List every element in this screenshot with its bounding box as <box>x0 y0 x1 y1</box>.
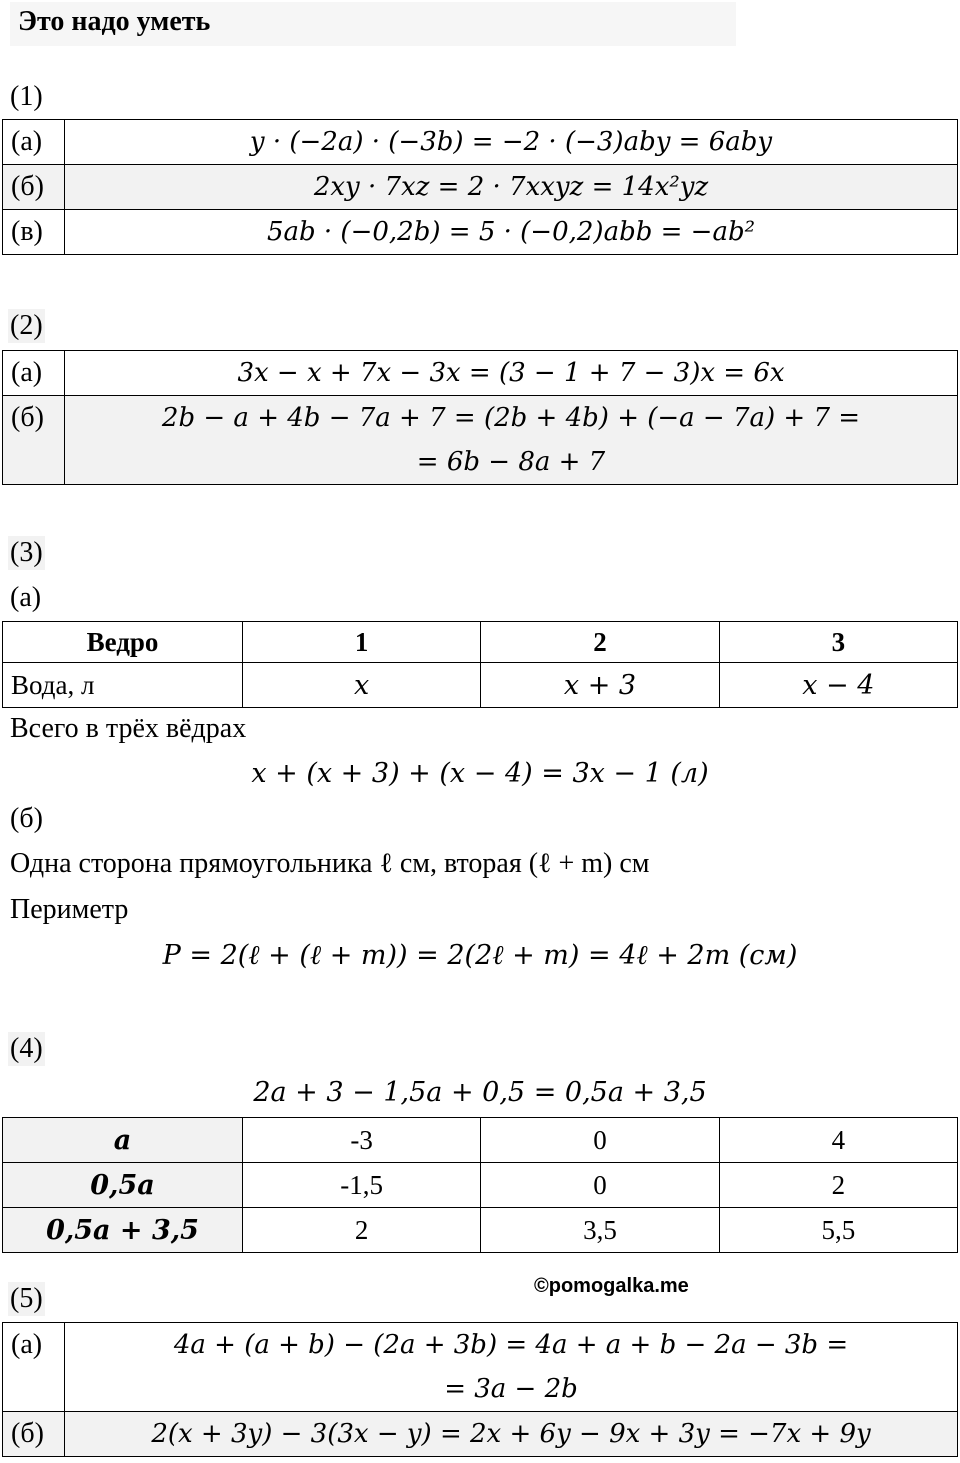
section-4-label: (4) <box>10 1033 43 1064</box>
table-row <box>3 120 958 165</box>
table-cell: 0 <box>481 1163 719 1208</box>
equation: 4a + (a + b) − (2a + 3b) = 4a + a + b − 2a − 3b = <box>173 1330 849 1360</box>
watermark: ©pomogalka.me <box>534 1275 689 1297</box>
buckets-table <box>2 621 958 708</box>
table-row <box>3 1208 958 1253</box>
row-label: (б) <box>3 1412 65 1457</box>
table-cell: x − 4 <box>719 663 957 708</box>
table-row <box>3 1163 958 1208</box>
row-label: (в) <box>3 210 65 255</box>
table-cell: 4 <box>719 1118 957 1163</box>
table-cell: 2 <box>243 1208 481 1253</box>
subsection-a-label: (а) <box>10 582 42 613</box>
perimeter-label: Периметр <box>10 894 129 925</box>
table-cell: -3 <box>243 1118 481 1163</box>
header-cell: Ведро <box>3 622 243 663</box>
section-1-table <box>2 119 958 255</box>
equation-continuation: = 6b − 8a + 7 <box>416 447 606 477</box>
table-row <box>3 210 958 255</box>
table-row <box>3 351 958 396</box>
equation-cell <box>65 1323 958 1412</box>
table-row <box>3 1412 958 1457</box>
row-label: (а) <box>3 120 65 165</box>
section-5-table <box>2 1322 958 1457</box>
section-4-equation: 2a + 3 − 1,5a + 0,5 = 0,5a + 3,5 <box>253 1077 707 1108</box>
table-header-row <box>3 622 958 663</box>
table-cell: 2 <box>719 1163 957 1208</box>
equation: 2xy · 7xz = 2 · 7xxyz = 14x²yz <box>65 165 958 210</box>
perimeter-equation: P = 2(ℓ + (ℓ + m)) = 2(2ℓ + m) = 4ℓ + 2m (см) <box>162 940 798 971</box>
table-row <box>3 165 958 210</box>
section-5-label: (5) <box>10 1283 43 1314</box>
header-cell: 3 <box>719 622 957 663</box>
table-row <box>3 1118 958 1163</box>
equation: 5ab · (−0,2b) = 5 · (−0,2)abb = −ab² <box>65 210 958 255</box>
row-header-cell: 0,5a <box>3 1163 243 1208</box>
table-cell: 0 <box>481 1118 719 1163</box>
values-table <box>2 1117 958 1253</box>
subsection-b-label: (б) <box>10 803 43 834</box>
section-2-table <box>2 350 958 485</box>
row-label: (а) <box>3 1323 65 1412</box>
row-label: (б) <box>3 396 65 485</box>
table-cell: 3,5 <box>481 1208 719 1253</box>
equation-cell <box>65 396 958 485</box>
row-header-cell: a <box>3 1118 243 1163</box>
section-1-label: (1) <box>10 81 43 112</box>
row-header-cell: Вода, л <box>3 663 243 708</box>
table-cell: 5,5 <box>719 1208 957 1253</box>
total-equation: x + (x + 3) + (x − 4) = 3x − 1 (л) <box>251 758 709 789</box>
header-cell: 1 <box>243 622 481 663</box>
equation: 2b − a + 4b − 7a + 7 = (2b + 4b) + (−a − 7a) + 7 = <box>161 403 861 433</box>
page-title: Это надо уметь <box>10 2 736 46</box>
equation: y · (−2a) · (−3b) = −2 · (−3)aby = 6aby <box>65 120 958 165</box>
header-cell: 2 <box>481 622 719 663</box>
rectangle-text: Одна сторона прямоугольника ℓ см, вторая (ℓ + m) см <box>10 848 650 879</box>
table-cell: x <box>243 663 481 708</box>
table-cell: -1,5 <box>243 1163 481 1208</box>
table-row <box>3 1323 958 1412</box>
section-2-label: (2) <box>10 310 43 341</box>
table-row <box>3 396 958 485</box>
equation: 2(x + 3y) − 3(3x − y) = 2x + 6y − 9x + 3y = −7x + 9y <box>65 1412 958 1457</box>
row-header-cell: 0,5a + 3,5 <box>3 1208 243 1253</box>
row-label: (а) <box>3 351 65 396</box>
row-label: (б) <box>3 165 65 210</box>
section-3-label: (3) <box>10 537 43 568</box>
equation: 3x − x + 7x − 3x = (3 − 1 + 7 − 3)x = 6x <box>65 351 958 396</box>
equation-continuation: = 3a − 2b <box>444 1374 578 1404</box>
table-row <box>3 663 958 708</box>
total-text: Всего в трёх вёдрах <box>10 713 247 744</box>
table-cell: x + 3 <box>481 663 719 708</box>
